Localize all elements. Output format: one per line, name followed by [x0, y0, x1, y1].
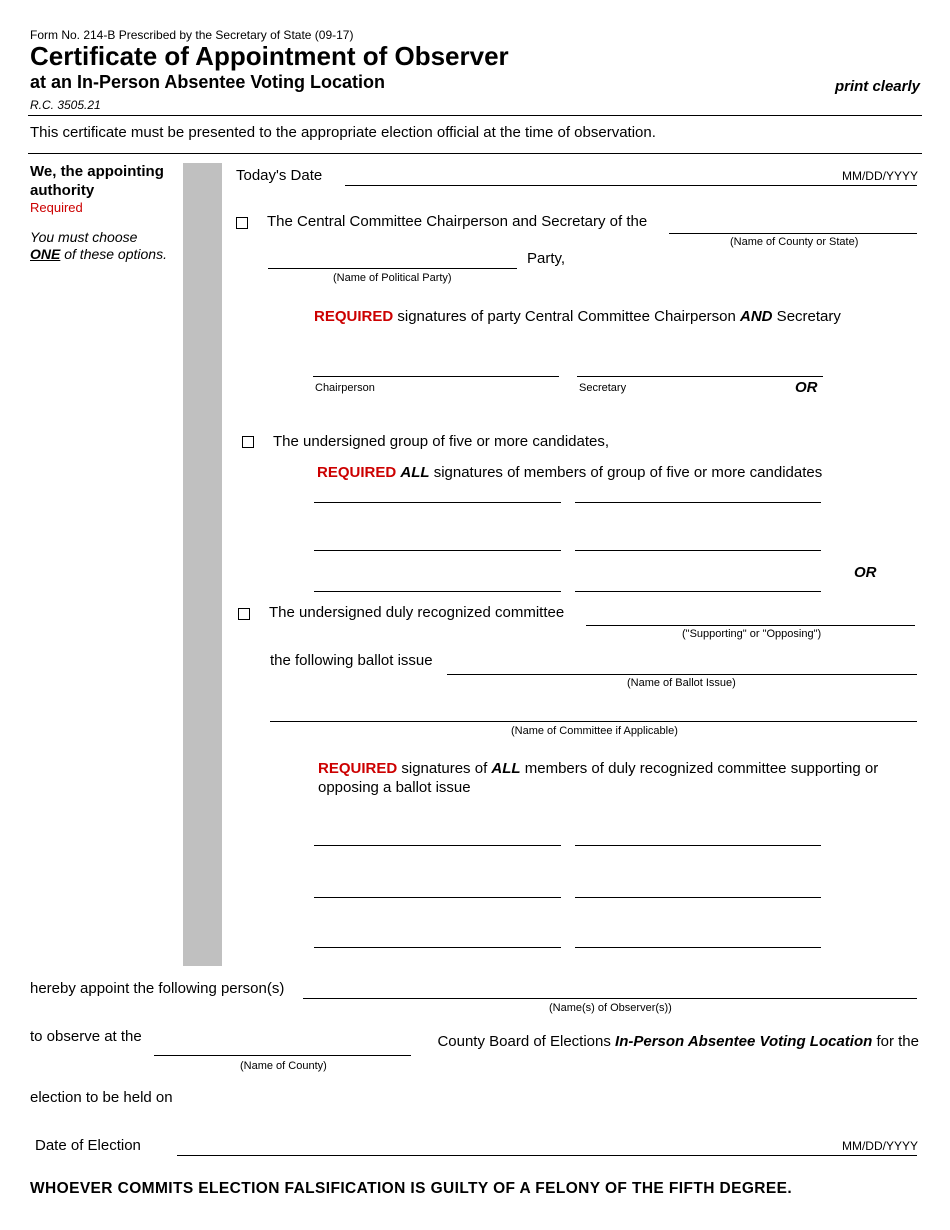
county-name-caption: (Name of County) — [240, 1060, 327, 1072]
option1-required-note — [314, 308, 841, 325]
date-of-election-field[interactable] — [177, 1155, 917, 1156]
option3-required-word: REQUIRED — [318, 760, 398, 777]
sidebar-required: Required — [30, 200, 83, 215]
print-clearly-note: print clearly — [834, 78, 920, 95]
option1-or: OR — [795, 379, 818, 396]
option3-text: The undersigned duly recognized committee — [269, 604, 565, 621]
ballot-issue-caption: (Name of Ballot Issue) — [627, 677, 736, 689]
candidate-signature-field[interactable] — [314, 591, 561, 592]
option1-req-text2: Secretary — [772, 308, 841, 325]
gray-divider-bar — [183, 163, 222, 966]
date-of-election-format: MM/DD/YYYY — [841, 1139, 918, 1153]
sidebar-heading — [30, 162, 164, 200]
option3-checkbox[interactable] — [238, 608, 250, 620]
committee-name-field[interactable] — [270, 721, 917, 722]
intro-divider — [28, 153, 922, 154]
committee-name-caption: (Name of Committee if Applicable) — [511, 725, 678, 737]
candidate-signature-field[interactable] — [575, 591, 821, 592]
observer-names-field[interactable] — [303, 998, 917, 999]
observe-at-label: to observe at the — [30, 1028, 142, 1045]
choose-rest: of these options. — [60, 246, 167, 262]
candidate-signature-field[interactable] — [314, 550, 561, 551]
committee-signature-field[interactable] — [314, 897, 561, 898]
sidebar-heading-line2: authority — [30, 182, 95, 199]
option1-checkbox[interactable] — [236, 217, 248, 229]
board-end: for the — [872, 1033, 919, 1050]
option2-or: OR — [854, 564, 877, 581]
statute-reference: R.C. 3505.21 — [30, 98, 101, 112]
candidate-signature-field[interactable] — [575, 502, 821, 503]
candidate-signature-field[interactable] — [314, 502, 561, 503]
option2-required-word: REQUIRED — [317, 464, 397, 481]
political-party-caption: (Name of Political Party) — [333, 272, 452, 284]
option2-required-note — [317, 464, 822, 481]
county-name-field[interactable] — [154, 1055, 411, 1056]
county-state-field[interactable] — [669, 233, 917, 234]
party-label: Party, — [527, 250, 566, 267]
option2-req-text: signatures of members of group of five or more candidates — [429, 464, 823, 481]
supporting-opposing-caption: ("Supporting" or "Opposing") — [682, 628, 822, 640]
secretary-signature-field[interactable] — [577, 376, 823, 377]
option3-req-all: ALL — [491, 760, 521, 777]
choose-one: ONE — [30, 246, 61, 262]
todays-date-format: MM/DD/YYYY — [841, 169, 918, 183]
county-state-caption: (Name of County or State) — [730, 236, 859, 248]
option1-required-word: REQUIRED — [314, 308, 394, 325]
todays-date-field[interactable] — [345, 185, 917, 186]
ballot-issue-label: the following ballot issue — [270, 652, 433, 669]
committee-signature-field[interactable] — [314, 845, 561, 846]
observer-names-caption: (Name(s) of Observer(s)) — [549, 1002, 672, 1014]
board-bold: In-Person Absentee Voting Location — [615, 1033, 873, 1050]
form-number: Form No. 214-B Prescribed by the Secretary of State (09-17) — [30, 28, 354, 42]
committee-signature-field[interactable] — [575, 845, 821, 846]
secretary-caption: Secretary — [579, 382, 627, 394]
header-divider — [28, 115, 922, 116]
political-party-field[interactable] — [268, 268, 517, 269]
option2-checkbox[interactable] — [242, 436, 254, 448]
board-of-elections-text — [437, 1033, 919, 1050]
board-text: County Board of Elections — [437, 1033, 616, 1050]
page-title: Certificate of Appointment of Observer — [30, 41, 509, 71]
chairperson-signature-field[interactable] — [313, 376, 559, 377]
option3-required-note — [318, 759, 878, 797]
option3-req-text1: signatures of — [397, 760, 492, 777]
option2-req-all: ALL — [400, 464, 430, 481]
option1-req-text1: signatures of party Central Committee Chairperson — [393, 308, 741, 325]
election-held-label: election to be held on — [30, 1089, 173, 1106]
page-subtitle: at an In-Person Absentee Voting Location — [30, 72, 386, 92]
option3-req-text2: members of duly recognized committee supporting or — [520, 760, 879, 777]
ballot-issue-field[interactable] — [447, 674, 917, 675]
supporting-opposing-field[interactable] — [586, 625, 915, 626]
committee-signature-field[interactable] — [575, 897, 821, 898]
committee-signature-field[interactable] — [575, 947, 821, 948]
option2-text: The undersigned group of five or more candidates, — [273, 433, 610, 450]
intro-text: This certificate must be presented to the appropriate election official at the time of observation. — [30, 124, 656, 141]
appoint-label: hereby appoint the following person(s) — [30, 980, 285, 997]
sidebar-heading-line1: We, the appointing — [30, 163, 164, 180]
option3-req-text3: opposing a ballot issue — [318, 779, 471, 796]
option1-req-and: AND — [740, 308, 773, 325]
candidate-signature-field[interactable] — [575, 550, 821, 551]
falsification-warning: WHOEVER COMMITS ELECTION FALSIFICATION IS GUILTY OF A FELONY OF THE FIFTH DEGREE. — [30, 1180, 793, 1197]
chairperson-caption: Chairperson — [315, 382, 375, 394]
date-of-election-label: Date of Election — [35, 1137, 141, 1154]
choose-line1: You must choose — [30, 229, 138, 245]
todays-date-label: Today's Date — [236, 167, 323, 184]
option1-text: The Central Committee Chairperson and Secretary of the — [267, 213, 648, 230]
sidebar-choose-note — [30, 229, 167, 263]
committee-signature-field[interactable] — [314, 947, 561, 948]
